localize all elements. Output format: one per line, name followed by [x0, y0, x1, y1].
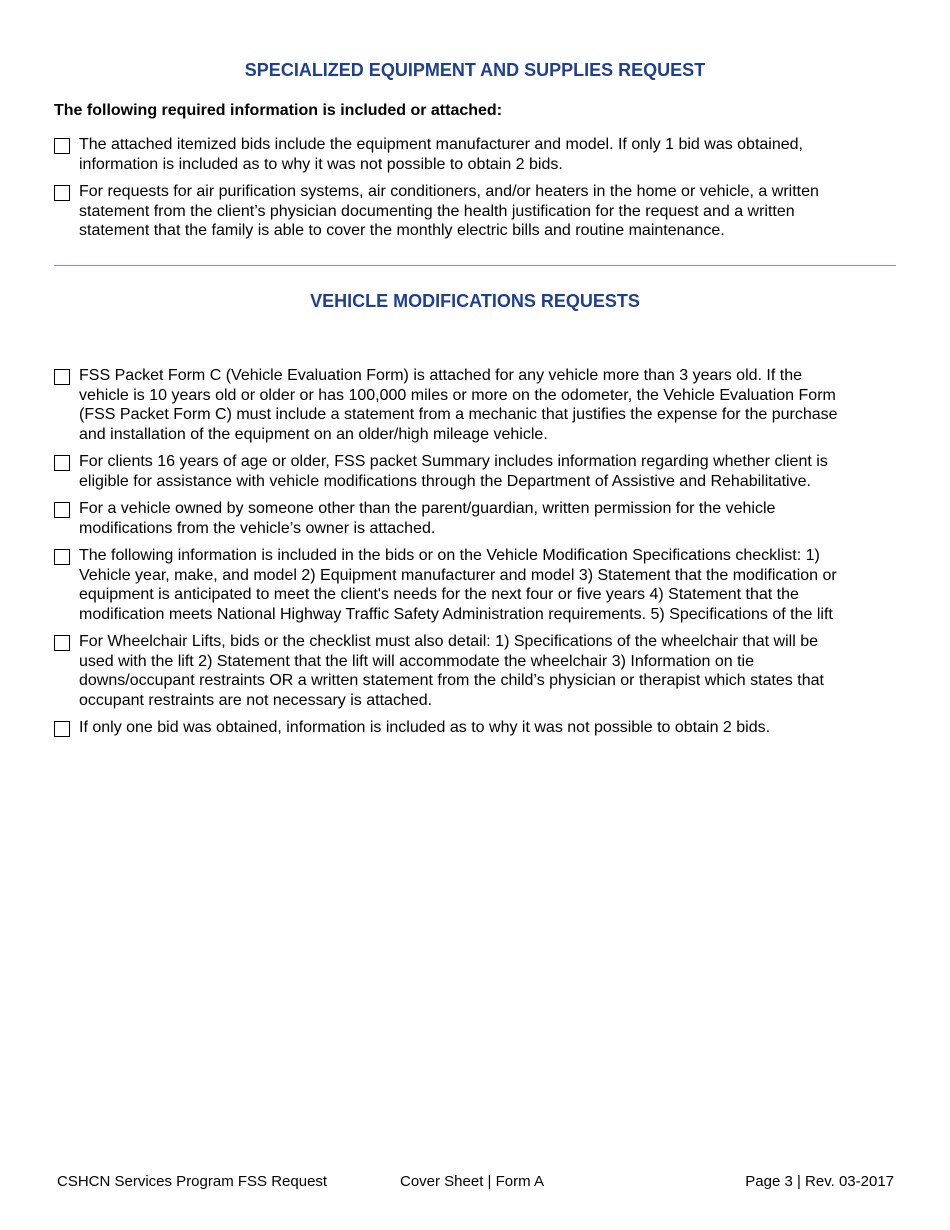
checklist-item-text: If only one bid was obtained, information is included as to why it was not possible to obtain 2 bids.: [79, 719, 771, 736]
footer-form-name: Cover Sheet | Form A: [400, 1173, 544, 1190]
checklist-item-text: For requests for air purification systems, air conditioners, and/or heaters in the home or vehicle, a written statement from the client’s physician documenting the health justification for the request and a written statement that the family is able to cover the monthly electric bills and routine maintenance.: [79, 183, 819, 239]
checklist-item: [54, 718, 844, 738]
checkbox[interactable]: [54, 549, 70, 565]
checklist-item: [54, 182, 844, 241]
footer-program-name: CSHCN Services Program FSS Request: [57, 1173, 328, 1190]
checklist-item-text: The attached itemized bids include the equipment manufacturer and model. If only 1 bid was obtained, information is included as to why it was not possible to obtain 2 bids.: [79, 136, 803, 173]
checkbox[interactable]: [54, 635, 70, 651]
section-divider: [54, 265, 896, 266]
checklist-item: [54, 452, 844, 491]
checkbox[interactable]: [54, 138, 70, 154]
checkbox[interactable]: [54, 721, 70, 737]
checklist-item-text: The following information is included in the bids or on the Vehicle Modification Specifications checklist: 1) Vehicle year, make, and model 2) Equipment manufacturer and model 3) Statement that the modification or equipment is anticipated to meet the client's needs for the next four or five years 4) Statement that the modification meets National Highway Traffic Safety Administration requirements. 5) Specifications of the lift: [79, 547, 837, 623]
checkbox[interactable]: [54, 369, 70, 385]
checklist-item: [54, 546, 844, 624]
checklist-item: [54, 366, 844, 444]
checkbox[interactable]: [54, 185, 70, 201]
checklist-item-text: For clients 16 years of age or older, FSS packet Summary includes information regarding whether client is eligible for assistance with vehicle modifications through the Department of Assistive and Rehabilitative.: [79, 453, 828, 490]
checkbox[interactable]: [54, 455, 70, 471]
equipment-checklist: [54, 135, 844, 249]
checkbox[interactable]: [54, 502, 70, 518]
equipment-section-title: SPECIALIZED EQUIPMENT AND SUPPLIES REQUEST: [244, 60, 706, 80]
vehicle-checklist: [54, 366, 844, 746]
required-info-heading: The following required information is included or attached:: [54, 102, 503, 119]
footer-page-number: Page 3 | Rev. 03-2017: [745, 1173, 894, 1190]
checklist-item-text: For Wheelchair Lifts, bids or the checklist must also detail: 1) Specifications of the wheelchair that will be used with the lift 2) Statement that the lift will accommodate the wheelchair 3) Information on tie downs/occupant restraints OR a written statement from the child’s physician or therapist which states that occupant restraints are not necessary is attached.: [79, 633, 824, 709]
checklist-item-text: FSS Packet Form C (Vehicle Evaluation Form) is attached for any vehicle more than 3 years old. If the vehicle is 10 years old or older or has 100,000 miles or more on the odometer, the Vehicle Evaluation Form (FSS Packet Form C) must include a statement from a mechanic that justifies the expense for the purchase and installation of the equipment on an older/high mileage vehicle.: [79, 367, 838, 443]
checklist-item: [54, 135, 844, 174]
checklist-item: [54, 499, 844, 538]
checklist-item: [54, 632, 844, 710]
checklist-item-text: For a vehicle owned by someone other than the parent/guardian, written permission for the vehicle modifications from the vehicle’s owner is attached.: [79, 500, 776, 537]
vehicle-section-title: VEHICLE MODIFICATIONS REQUESTS: [310, 291, 640, 311]
